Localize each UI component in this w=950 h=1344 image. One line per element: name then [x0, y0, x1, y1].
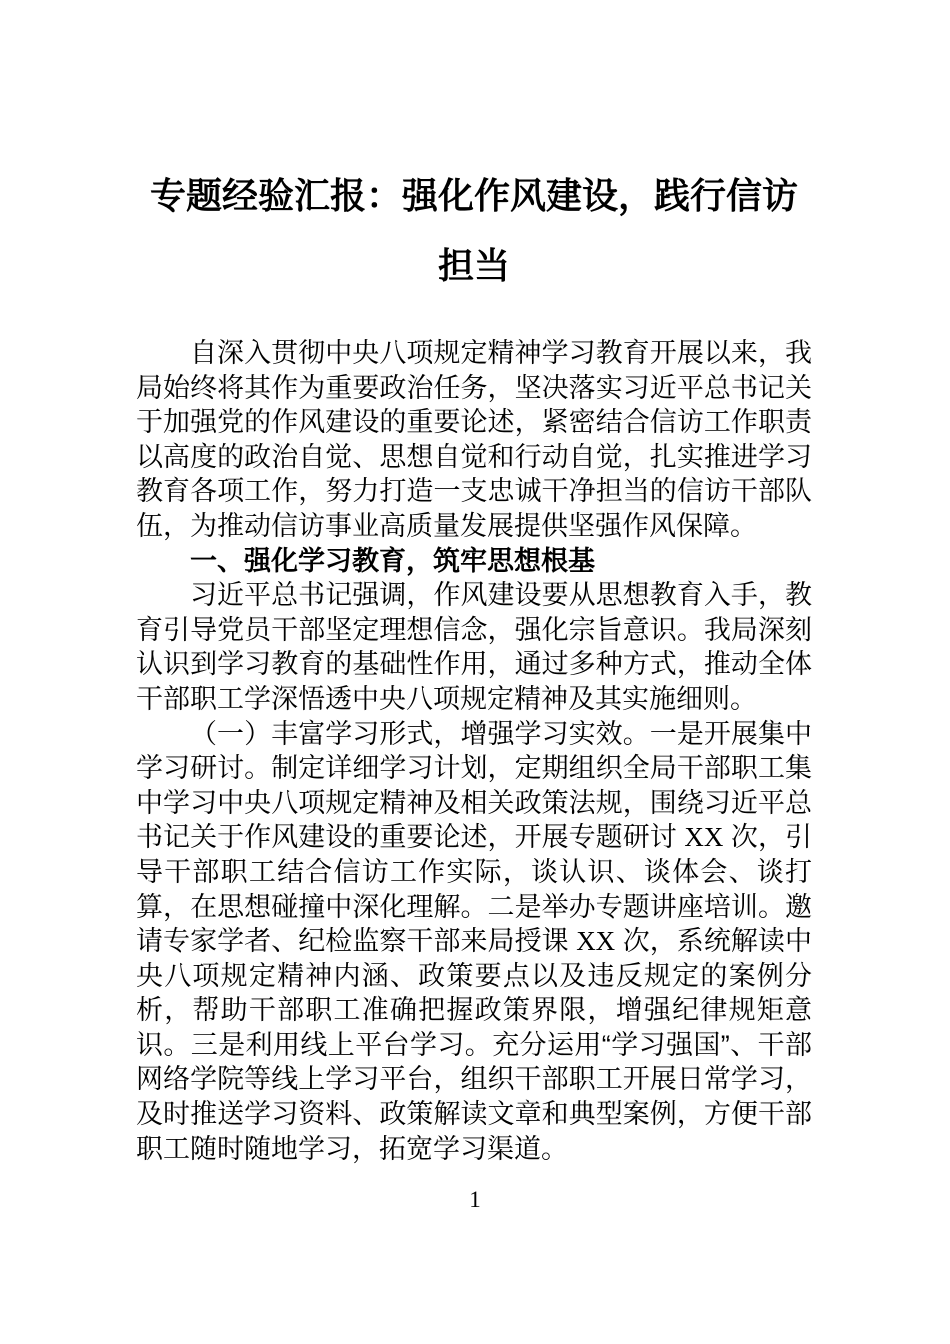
section-heading-1: 一、强化学习教育，筑牢思想根基: [190, 545, 595, 576]
paragraph-section1-lead: 习近平总书记强调，作风建设要从思想教育入手，教育引导党员干部坚定理想信念，强化宗旨意识。我局深刻认识到学习教育的基础性作用，通过多种方式，推动全体干部职工学深悟透中央八项规定精神及其实施细则。: [136, 580, 812, 714]
paragraph-section1-item1: （一）丰富学习形式，增强学习实效。一是开展集中学习研讨。制定详细学习计划，定期组织全局干部职工集中学习中央八项规定精神及相关政策法规，围绕习近平总书记关于作风建设的重要论述，开展专题研讨 XX 次，引导干部职工结合信访工作实际，谈认识、谈体会、谈打算，在思想碰撞中深化理解。二是举办专题讲座培训。邀请专家学者、纪检监察干部来局授课 XX 次，系统解读中央八项规定精神内涵、政策要点以及违反规定的案例分析，帮助干部职工准确把握政策界限，增强纪律规矩意识。三是利用线上平台学习。充分运用“学习强国”、干部网络学院等线上学习平台，组织干部职工开展日常学习，及时推送学习资料、政策解读文章和典型案例，方便干部职工随时随地学习，拓宽学习渠道。: [136, 718, 812, 1164]
page-number: 1: [469, 1187, 481, 1212]
paragraph-intro: 自深入贯彻中央八项规定精神学习教育开展以来，我局始终将其作为重要政治任务，坚决落实习近平总书记关于加强党的作风建设的重要论述，紧密结合信访工作职责以高度的政治自觉、思想自觉和行动自觉，扎实推进学习教育各项工作，努力打造一支忠诚干净担当的信访干部队伍，为推动信访事业高质量发展提供坚强作风保障。: [136, 338, 812, 541]
document-title: 专题经验汇报：强化作风建设，践行信访担当: [149, 175, 798, 286]
document-body: [136, 336, 812, 1166]
